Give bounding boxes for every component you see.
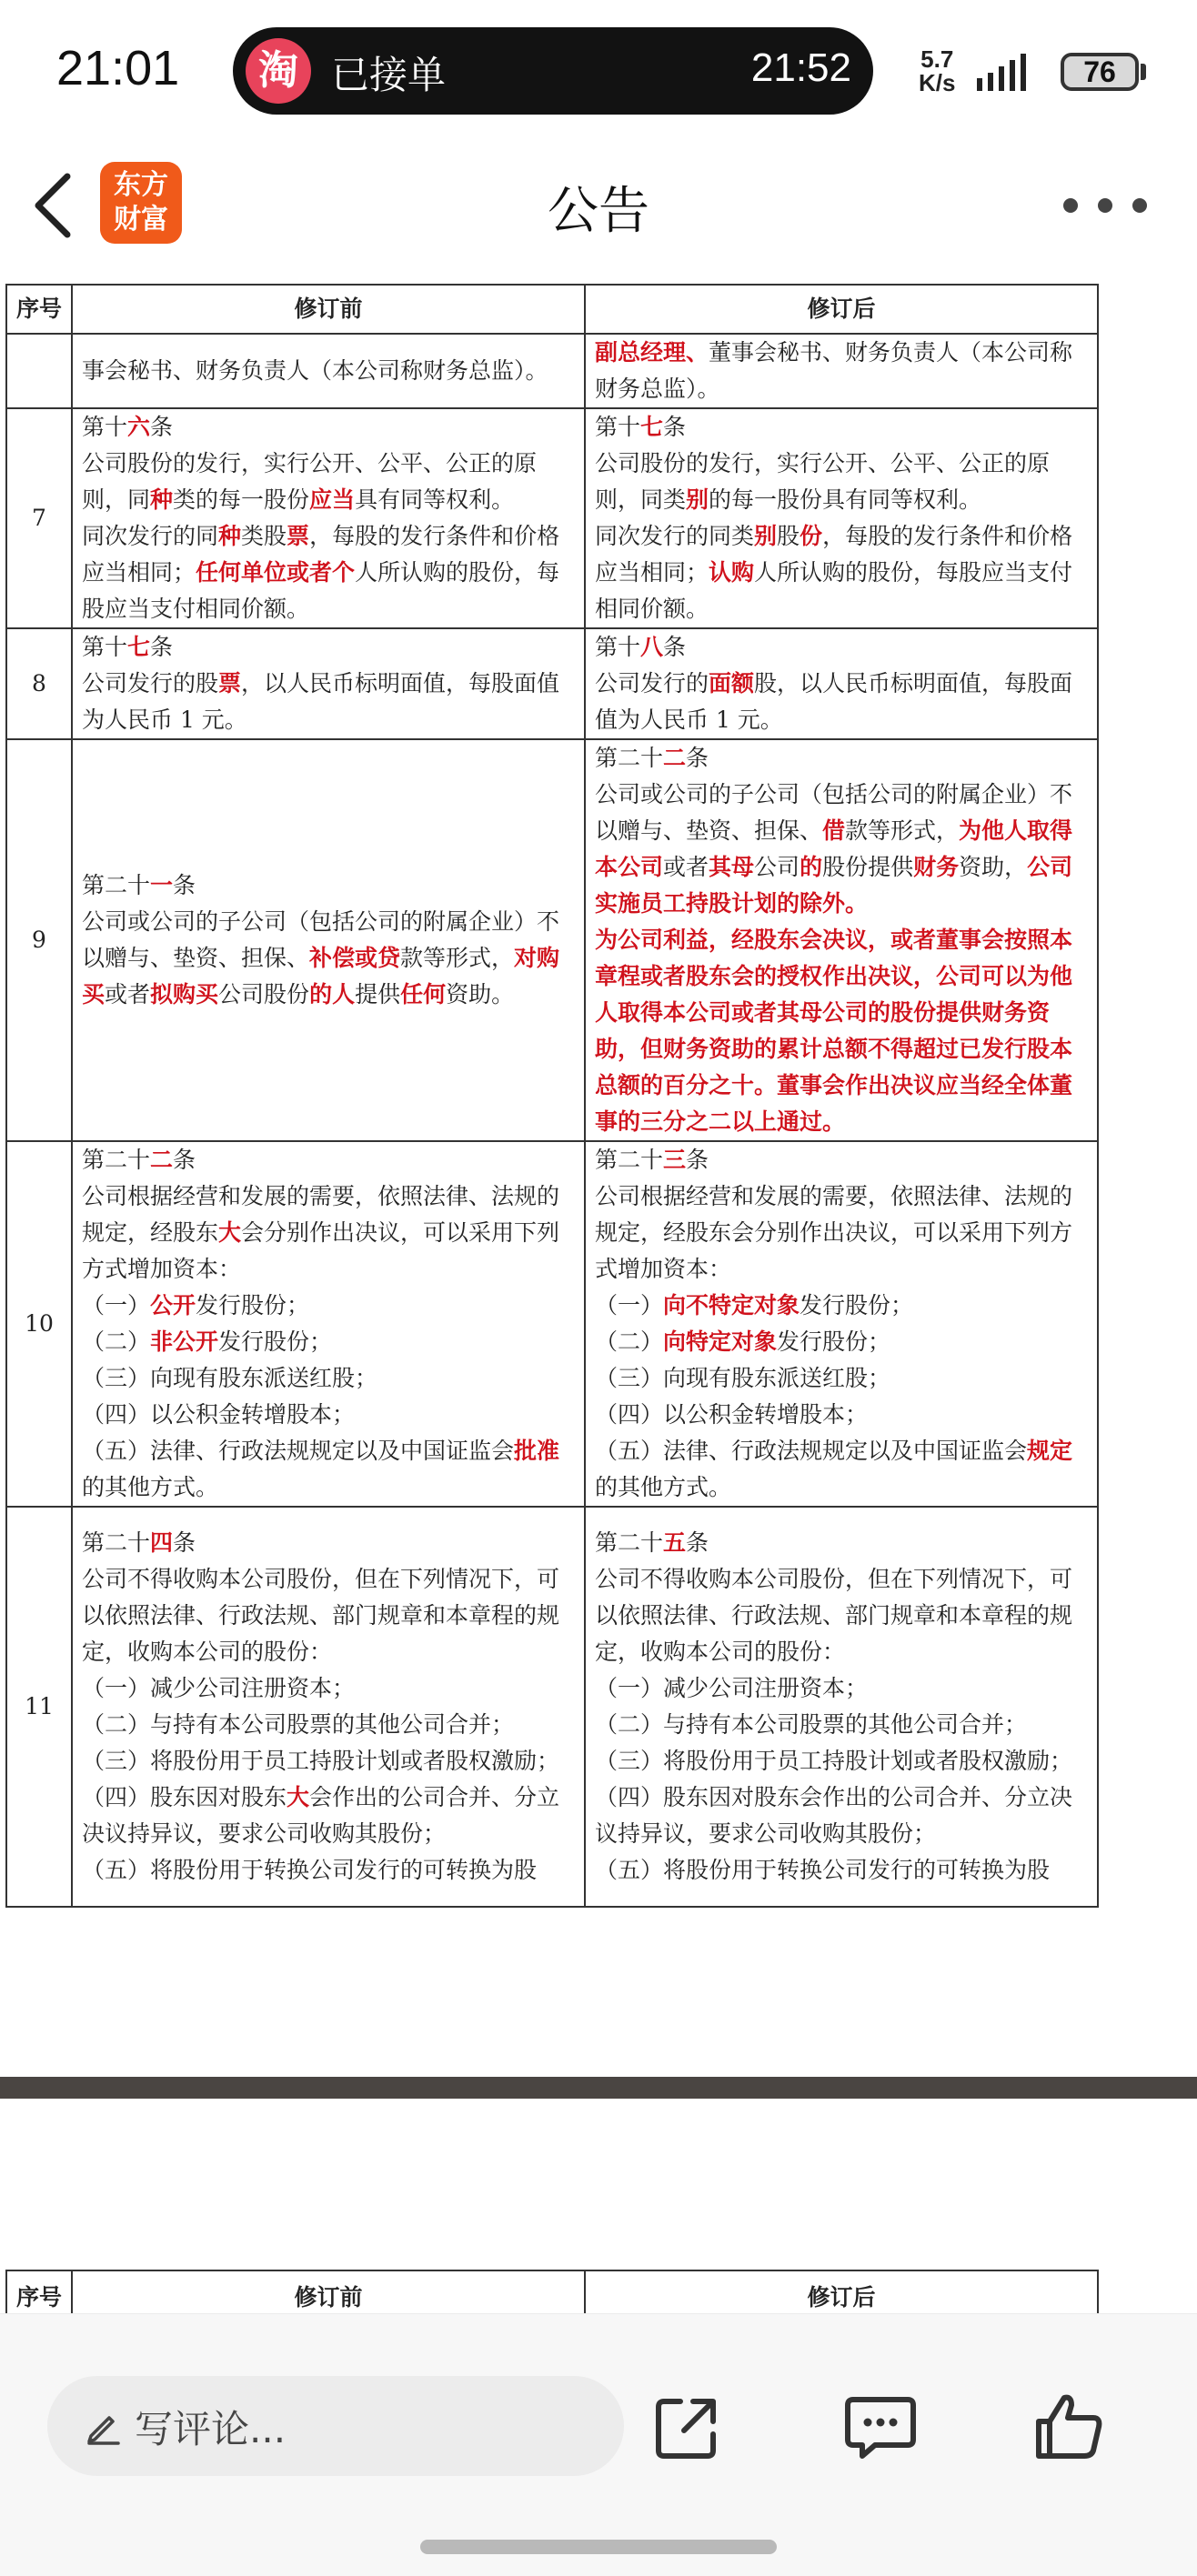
- revised-text: 任何: [400, 981, 447, 1007]
- plain-text: （五）将股份用于转换公司发行的可转换为股: [595, 1857, 1051, 1883]
- plain-text: 同次发行的同类: [595, 523, 755, 549]
- plain-text: 具有同等权利。: [355, 486, 515, 513]
- plain-text: 条: [663, 634, 687, 660]
- after-text: [585, 628, 1098, 739]
- table-row: [6, 408, 1098, 628]
- plain-text: 第十: [82, 634, 128, 660]
- status-time: 21:01: [56, 41, 180, 95]
- plain-text: 条: [150, 414, 174, 440]
- plain-text: 人所认购的股份，每股应当支付相同价额。: [82, 559, 560, 622]
- plain-text: 同次发行的同: [82, 523, 219, 549]
- plain-text: 的其他方式。: [595, 1474, 732, 1500]
- plain-text: 公司根据经营和发展的需要，依照法律、法规的规定，经股东: [82, 1183, 560, 1246]
- plain-text: 公司不得收购本公司股份，但在下列情况下，可以依照法律、行政法规、部门规章和本章程的规定，收购本公司的股份：: [595, 1566, 1073, 1665]
- before-text: [72, 739, 585, 1141]
- row-number: 7: [6, 408, 72, 628]
- header-after: 修订后: [585, 2270, 1098, 2313]
- pill-time: 21:52: [750, 45, 851, 90]
- plain-text: （三）向现有股东派送红股；: [82, 1365, 378, 1391]
- revised-text: 为公司利益，经股东会决议，或者董事会按照本章程或者股东会的授权作出决议，公司可以为他人取得本公司或者其母公司的股份提供财务资助，但财务资助的累计总额不得超过已发行股本总额的百分之十。董事会作出决议应当经全体董事的三分之二以上通过。: [595, 927, 1073, 1135]
- header-before: 修订前: [72, 2270, 585, 2313]
- plain-text: 条: [173, 1147, 196, 1173]
- plain-text: 第二十: [82, 1147, 151, 1173]
- signal-icon: [975, 51, 1044, 93]
- row-number: 8: [6, 628, 72, 739]
- after-text: [585, 1507, 1098, 1907]
- plain-text: 事会秘书、财务负责人（本公司称财务总监）。: [82, 357, 548, 384]
- revised-text: 五: [663, 1529, 687, 1556]
- app-header: [0, 145, 1197, 264]
- table-row: [6, 628, 1098, 739]
- before-text: [72, 1507, 585, 1907]
- eastmoney-logo[interactable]: [100, 162, 182, 244]
- revised-text: 应当: [309, 486, 356, 513]
- battery-icon: 76: [1061, 53, 1139, 91]
- plain-text: 条: [173, 872, 196, 898]
- amendment-table: [5, 284, 1099, 1908]
- revised-text: 大: [287, 1784, 310, 1810]
- comments-icon[interactable]: [844, 2394, 917, 2461]
- document-page-2[interactable]: [0, 2099, 1197, 2313]
- plain-text: （五）法律、行政法规规定以及中国证监会: [82, 1438, 515, 1464]
- back-arrow-icon[interactable]: [27, 169, 82, 242]
- battery-tip: [1141, 64, 1146, 80]
- more-options-icon[interactable]: [1055, 187, 1155, 224]
- plain-text: 公司或公司的子公司（包括公司的附属企业）不以赠与、垫资、担保、: [82, 908, 560, 971]
- plain-text: （二）与持有本公司股票的其他公司合并；: [595, 1711, 1028, 1738]
- plain-text: 的其他方式。: [82, 1474, 219, 1500]
- plain-text: （四）股东因对股东会作出的公司合并、分立决议持异议，要求公司收购其股份；: [595, 1784, 1073, 1847]
- plain-text: 公司股份: [218, 981, 310, 1007]
- revised-text: 其母: [709, 854, 755, 880]
- plain-text: 公司: [754, 854, 800, 880]
- revised-text: 对购买: [82, 945, 560, 1007]
- plain-text: （一）: [595, 1292, 664, 1318]
- plain-text: 发行股份；: [777, 1328, 891, 1355]
- plain-text: 条: [686, 1529, 709, 1556]
- revised-text: 规定: [1027, 1438, 1073, 1464]
- plain-text: 公司发行的股: [82, 670, 219, 697]
- bottom-action-bar: [0, 2313, 1197, 2576]
- plain-text: 发行股份；: [218, 1328, 333, 1355]
- revised-text: 公司实施员工持股计划的除外。: [595, 854, 1073, 917]
- plain-text: （五）将股份用于转换公司发行的可转换为股: [82, 1857, 538, 1883]
- table-row: [6, 334, 1098, 408]
- revised-text: 向特定对象: [663, 1328, 778, 1355]
- plain-text: 或者: [663, 854, 709, 880]
- table-header-row: [6, 2270, 1098, 2313]
- plain-text: （一）: [82, 1292, 151, 1318]
- revised-text: 批准: [514, 1438, 560, 1464]
- plain-text: 股份提供: [822, 854, 914, 880]
- row-number: 11: [6, 1507, 72, 1907]
- network-speed-unit: K/s: [919, 69, 956, 96]
- table-row: [6, 1507, 1098, 1907]
- revised-text: 认购: [709, 559, 755, 586]
- plain-text: 提供: [355, 981, 401, 1007]
- plain-text: 第二十: [82, 872, 151, 898]
- revised-text: 的: [800, 854, 823, 880]
- before-text: [72, 334, 585, 408]
- table-row: [6, 1141, 1098, 1507]
- plain-text: 发行股份；: [800, 1292, 914, 1318]
- after-text: [585, 739, 1098, 1141]
- revised-text: 别: [686, 486, 709, 513]
- logo-line-1: 东方: [114, 169, 168, 201]
- header-after: 修订后: [585, 285, 1098, 334]
- revised-text: 票: [287, 523, 310, 549]
- plain-text: 第二十: [595, 745, 664, 771]
- revised-text: 种: [150, 486, 174, 513]
- plain-text: 类的每一股份: [173, 486, 310, 513]
- plain-text: （一）减少公司注册资本；: [595, 1675, 869, 1701]
- plain-text: 股: [777, 523, 800, 549]
- plain-text: （三）将股份用于员工持股计划或者股权激励；: [82, 1748, 560, 1774]
- plain-text: （四）以公积金转增股本；: [82, 1401, 356, 1428]
- plain-text: 会作出的公司合并、分立决议持异议，要求公司收购其股份；: [82, 1784, 560, 1847]
- plain-text: 第十: [595, 634, 641, 660]
- live-activity-pill[interactable]: [233, 27, 873, 115]
- before-text: [72, 408, 585, 628]
- plain-text: ，每股的发行条件和价格应当相同；: [595, 523, 1073, 586]
- plain-text: 条: [686, 745, 709, 771]
- revised-text: 公开: [150, 1292, 196, 1318]
- plain-text: 款等形式，: [400, 945, 515, 971]
- plain-text: 或者: [105, 981, 151, 1007]
- header-before: 修订前: [72, 285, 585, 334]
- plain-text: 股，以人民币标明面值，每股面值为人民币 1 元。: [595, 670, 1073, 733]
- plain-text: （四）股东因对股东: [82, 1784, 287, 1810]
- revised-text: 二: [663, 745, 687, 771]
- revised-text: 向不特定对象: [663, 1292, 800, 1318]
- revised-text: 补偿或贷: [309, 945, 401, 971]
- plain-text: 资助，: [959, 854, 1028, 880]
- plain-text: 第二十: [82, 1529, 151, 1556]
- plain-text: 公司不得收购本公司股份，但在下列情况下，可以依照法律、行政法规、部门规章和本章程的规定，收购本公司的股份：: [82, 1566, 560, 1665]
- row-number: 9: [6, 739, 72, 1141]
- revised-text: 七: [127, 634, 151, 660]
- network-speed: [919, 47, 955, 95]
- after-text: [585, 334, 1098, 408]
- home-indicator: [420, 2540, 777, 2554]
- revised-text: 七: [640, 414, 664, 440]
- header-seq: 序号: [6, 2270, 72, 2313]
- plain-text: （二）与持有本公司股票的其他公司合并；: [82, 1711, 515, 1738]
- plain-text: 会分别作出决议，可以采用下列方式增加资本：: [82, 1219, 560, 1282]
- row-number: 10: [6, 1141, 72, 1507]
- plain-text: 条: [173, 1529, 196, 1556]
- revised-text: 份: [800, 523, 823, 549]
- comment-placeholder: 写评论...: [135, 2407, 287, 2451]
- revised-text: 四: [150, 1529, 174, 1556]
- thumbs-up-icon[interactable]: [1033, 2392, 1106, 2461]
- comment-input[interactable]: [47, 2376, 624, 2476]
- plain-text: 公司股份的发行，实行公开、公平、公正的原则，同类: [595, 450, 1051, 513]
- revised-text: 借: [822, 817, 846, 844]
- plain-text: 条: [150, 634, 174, 660]
- plain-text: 资助。: [446, 981, 515, 1007]
- plain-text: （四）以公积金转增股本；: [595, 1401, 869, 1428]
- plain-text: 类股: [241, 523, 287, 549]
- plain-text: 公司股份的发行，实行公开、公平、公正的原则，同: [82, 450, 538, 513]
- plain-text: ，每股的发行条件和价格应当相同；: [82, 523, 560, 586]
- plain-text: 款等形式，: [845, 817, 960, 844]
- before-text: [72, 1141, 585, 1507]
- revised-text: 财务: [913, 854, 960, 880]
- revised-text: 三: [663, 1147, 687, 1173]
- plain-text: （三）向现有股东派送红股；: [595, 1365, 891, 1391]
- plain-text: 的每一股份具有同等权利。: [709, 486, 982, 513]
- revised-text: 二: [150, 1147, 174, 1173]
- plain-text: 条: [686, 1147, 709, 1173]
- logo-line-2: 财富: [114, 204, 168, 236]
- plain-text: （二）: [595, 1328, 664, 1355]
- status-bar: [0, 0, 1197, 145]
- plain-text: （二）: [82, 1328, 151, 1355]
- row-number: [6, 334, 72, 408]
- before-text: [72, 628, 585, 739]
- plain-text: 人所认购的股份，每股应当支付相同价额。: [595, 559, 1073, 622]
- revised-text: 非公开: [150, 1328, 219, 1355]
- share-icon[interactable]: [653, 2394, 720, 2461]
- amendment-table-continued: [5, 2270, 1099, 2313]
- page-separator: [0, 2077, 1197, 2099]
- plain-text: 条: [663, 414, 687, 440]
- revised-text: 票: [218, 670, 242, 697]
- network-speed-value: 5.7: [920, 45, 954, 73]
- plain-text: 公司根据经营和发展的需要，依照法律、法规的规定，经股东会分别作出决议，可以采用下列方式增加资本：: [595, 1183, 1073, 1282]
- revised-text: 别: [754, 523, 778, 549]
- pill-status-text: 已接单: [331, 53, 447, 97]
- plain-text: 公司或公司的子公司（包括公司的附属企业）不以赠与、垫资、担保、: [595, 781, 1073, 844]
- plain-text: 第十: [82, 414, 128, 440]
- taobao-icon: 淘: [246, 38, 311, 104]
- revised-text: 八: [640, 634, 664, 660]
- revised-text: 副总经理、: [595, 339, 709, 366]
- plain-text: 第二十: [595, 1147, 664, 1173]
- page-title: 公告: [548, 182, 649, 241]
- revised-text: 一: [150, 872, 174, 898]
- revised-text: 任何单位或者个: [196, 559, 356, 586]
- document-page[interactable]: [0, 280, 1197, 2080]
- plain-text: 第十: [595, 414, 641, 440]
- revised-text: 种: [218, 523, 242, 549]
- plain-text: 发行股份；: [196, 1292, 310, 1318]
- plain-text: ，以人民币标明面值，每股面值为人民币 1 元。: [82, 670, 560, 733]
- revised-text: 为他人取得本公司: [595, 817, 1073, 880]
- after-text: [585, 408, 1098, 628]
- plain-text: 董事会秘书、财务负责人（本公司称财务总监）。: [595, 339, 1073, 402]
- plain-text: 第二十: [595, 1529, 664, 1556]
- revised-text: 大: [218, 1219, 242, 1246]
- table-header-row: [6, 285, 1098, 334]
- table-row: [6, 739, 1098, 1141]
- revised-text: 的人: [309, 981, 356, 1007]
- plain-text: （五）法律、行政法规规定以及中国证监会: [595, 1438, 1028, 1464]
- pen-icon: [84, 2407, 124, 2447]
- revised-text: 面额: [709, 670, 755, 697]
- plain-text: （三）将股份用于员工持股计划或者股权激励；: [595, 1748, 1073, 1774]
- after-text: [585, 1141, 1098, 1507]
- revised-text: 六: [127, 414, 151, 440]
- revised-text: 拟购买: [150, 981, 219, 1007]
- plain-text: （一）减少公司注册资本；: [82, 1675, 356, 1701]
- plain-text: 公司发行的: [595, 670, 709, 697]
- header-seq: 序号: [6, 285, 72, 334]
